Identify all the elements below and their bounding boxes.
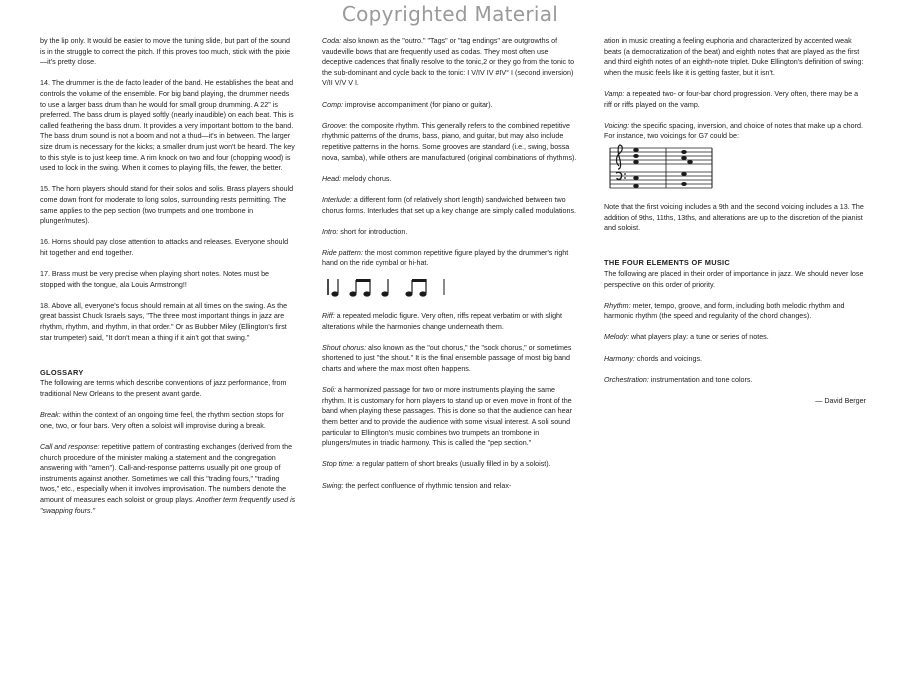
- column-middle: [322, 36, 578, 502]
- def-break: within the context of an ongoing time feel, the rhythm section stops for one, two, or four bars. Very often a soloist will improvise during a break.: [40, 411, 284, 430]
- glossary-shout: [322, 343, 578, 375]
- def-harmony: chords and voicings.: [634, 354, 703, 363]
- def-intro: short for introduction.: [338, 227, 408, 236]
- paragraph-15: 15. The horn players should stand for their solos and solis. Brass players should come down front for moderate to long solos, surrounding rests permitting. The same applies to the pep section (two trumpets and one trombone in plunger/mutes).: [40, 185, 294, 226]
- copyright-watermark: Copyrighted Material: [341, 2, 559, 26]
- g7-voicings-staff-graphic: [606, 144, 716, 192]
- term-rhythm: Rhythm:: [604, 301, 631, 310]
- term-melody: Melody:: [604, 333, 630, 342]
- element-rhythm: [604, 301, 866, 322]
- term-riff: Riff:: [322, 312, 335, 321]
- term-groove: Groove:: [322, 121, 348, 130]
- glossary-comp: [322, 100, 578, 111]
- element-orchestration: [604, 375, 866, 386]
- four-elements-heading: THE FOUR ELEMENTS OF MUSIC: [604, 258, 731, 268]
- author-signature: — David Berger: [815, 397, 866, 406]
- term-head: Head:: [322, 174, 342, 183]
- voicing-note: Note that the first voicing includes a 9th and the second voicing includes a 13. The addition of 9ths, 11ths, 13ths, and alterations are up to the discretion of the pianist and soloist.: [604, 202, 864, 233]
- def-interlude: a different form (of relatively short length) sandwiched between two chorus forms. Interludes that set up a key change are simply called modulations.: [322, 195, 577, 215]
- paragraph-pixie: by the lip only. It would be easier to move the tuning slide, but part of the sound is in the struggle to correct the pitch. If this proves too much, stick with the pixie—it's pretty close.: [40, 37, 291, 67]
- def-stop-time: a regular pattern of short breaks (usually filled in by a soloist).: [354, 460, 551, 469]
- paragraph-16: 16. Horns should pay close attention to attacks and releases. Everyone should hit together and end together.: [40, 238, 289, 257]
- def-riff: a repeated melodic figure. Very often, riffs repeat verbatim or with slight alterations while the harmonies change underneath them.: [322, 312, 562, 331]
- term-call-response: Call and response:: [40, 442, 100, 451]
- term-soli: Soli:: [322, 386, 336, 395]
- term-interlude: Interlude:: [322, 195, 352, 204]
- four-elements-intro: The following are placed in their order of importance in jazz. We should never lose perspective on this order of priority.: [604, 269, 864, 289]
- paragraph-14: 14. The drummer is the de facto leader of the band. He establishes the beat and controls the volume of the ensemble. For big band playing, the drummer needs to use a larger bass drum than he would for small group drumming. A 22" is preferred. The bass drum is played softly (nearly inaudible) on each beat. This is called feathering the bass drum. It provides a very important bottom to the band. The bass drum sound is not a boom and not a thud—it's in between. The larger size drum is necessary for the kicks; a smaller drum just won't be heard. The key to this style is to just keep time. A rim knock on two and four (chopping wood) is used to lock in the swing. When it comes to playing fills, the fewer, the better.: [40, 79, 295, 173]
- term-intro: Intro:: [322, 227, 339, 236]
- glossary-intro: The following are terms which describe conventions of jazz performance, from traditional New Orleans to the present avant garde.: [40, 379, 287, 398]
- term-ride: Ride pattern:: [322, 248, 363, 257]
- glossary-heading: GLOSSARY: [40, 367, 84, 377]
- g7-voicings-staff: [606, 144, 866, 192]
- glossary-head: [322, 174, 578, 185]
- term-break: Break:: [40, 411, 61, 420]
- term-orchestration: Orchestration:: [604, 375, 649, 384]
- def-shout: also known as the "out chorus," the "sock chorus," or sometimes shortened to just "the shout." It is the final ensemble passage of most big band charts and where the max most often happens.: [322, 343, 572, 374]
- def-coda: also known as the "outro." "Tags" or "tag endings" are outgrowths of vaudeville bows that are frequently used as codas. They most often use deceptive cadences that finally resolve to the tonic,2 or they go from the tonic to the sub-dominant and cycle back to the tonic: I V/IV IV #IV° I (second inversion) V/II V/V V I.: [322, 37, 575, 88]
- glossary-intro-term: [322, 227, 578, 238]
- def-swing: the perfect confluence of rhythmic tension and relax-: [343, 481, 512, 490]
- term-coda: Coda:: [322, 37, 342, 45]
- element-harmony: [604, 354, 866, 365]
- glossary-voicing: [604, 121, 866, 142]
- term-comp: Comp:: [322, 100, 344, 109]
- column-right: [604, 36, 866, 417]
- glossary-break: [40, 410, 296, 431]
- term-shout: Shout chorus:: [322, 343, 367, 352]
- term-stop-time: Stop time:: [322, 460, 355, 469]
- paragraph-17: 17. Brass must be very precise when playing short notes. Notes must be stopped with the tongue, ala Louis Armstrong!!: [40, 270, 270, 289]
- glossary-vamp: [604, 89, 866, 110]
- def-rhythm: meter, tempo, groove, and form, including both melodic rhythm and harmonic rhythm (the speed and regularity of the chord changes).: [604, 301, 845, 321]
- def-soli: a harmonized passage for two or more instruments playing the same rhythm. It is customary for horn players to stand up or even move in front of the band when playing these passages. This is done so that the audience can hear them better and to provide the audience with some visual interest. A soli sound particular to Ellington's music combines two trumpets an trombone in plungers/mutes in triadic harmony. This is called the "pep section.": [322, 386, 572, 448]
- swing-continued: ation in music creating a feeling euphoria and characterized by accented weak beats (a democratization of the beat) and eighth notes that are played as the first and third eighth notes of an eighth-note triplet. Duke Ellington's definition of swing: when the music feels like it is getting faster, but it isn't.: [604, 37, 864, 77]
- glossary-stop-time: [322, 459, 578, 470]
- term-harmony: Harmony:: [604, 354, 635, 363]
- def-ride: the most common repetitive figure played by the drummer's right hand on the ride cymbal or hi-hat.: [322, 248, 569, 268]
- paragraph-18: 18. Above all, everyone's focus should remain at all times on the swing. As the great bassist Chuck Israels says, "The three most important things in jazz are rhythm, rhythm, and rhythm, in that order." Or as Bubber Miley (Ellington's first star trumpeter) said, "It don't mean a thing if it ain't got that swing.": [40, 301, 288, 342]
- ride-pattern-notation-graphic: [324, 273, 464, 301]
- def-comp: improvise accompaniment (for piano or guitar).: [343, 100, 493, 109]
- glossary-swing: [322, 481, 578, 492]
- def-orchestration: instrumentation and tone colors.: [648, 375, 753, 384]
- element-melody: [604, 332, 866, 343]
- glossary-soli: [322, 385, 578, 449]
- def-head: melody chorus.: [341, 174, 392, 183]
- term-swing: Swing:: [322, 481, 344, 490]
- glossary-ride: [322, 248, 578, 269]
- term-swapping-fours: Another term frequently used is "swapping fours.": [40, 495, 296, 515]
- def-call-response: repetitive pattern of contrasting exchanges (derived from the church procedure of the minister making a statement and the congregation answering with "amen"). Call-and-response patterns usually pit one group of instruments against another. Sometimes we call this "trading fours," "trading twos," etc., especially when it involves improvisation. The numbers denote the amount of measures each soloist or group plays.: [40, 442, 293, 504]
- def-melody: what players play: a tune or series of notes.: [629, 333, 769, 342]
- ride-pattern-notation: [324, 273, 578, 301]
- glossary-coda: [322, 36, 578, 89]
- glossary-groove: [322, 121, 578, 163]
- glossary-interlude: [322, 195, 578, 216]
- term-voicing: Voicing:: [604, 121, 630, 130]
- def-voicing: the specific spacing, inversion, and choice of notes that make up a chord. For instance, two voicings for G7 could be:: [604, 121, 863, 141]
- def-vamp: a repeated two- or four-bar chord progression. Very often, there may be a riff or riffs played on the vamp.: [604, 89, 859, 109]
- column-left: [40, 36, 296, 527]
- def-groove: the composite rhythm. This generally refers to the combined repetitive rhythmic patterns of the drums, bass, piano, and guitar, but may also include repetitive patterns in the horns. Some grooves are standard (i.e., swing, bossa nova, samba), while others are manufactured (original combinations of rhythms).: [322, 121, 577, 162]
- term-vamp: Vamp:: [604, 89, 625, 98]
- glossary-riff: [322, 311, 578, 332]
- glossary-call-response: [40, 442, 296, 516]
